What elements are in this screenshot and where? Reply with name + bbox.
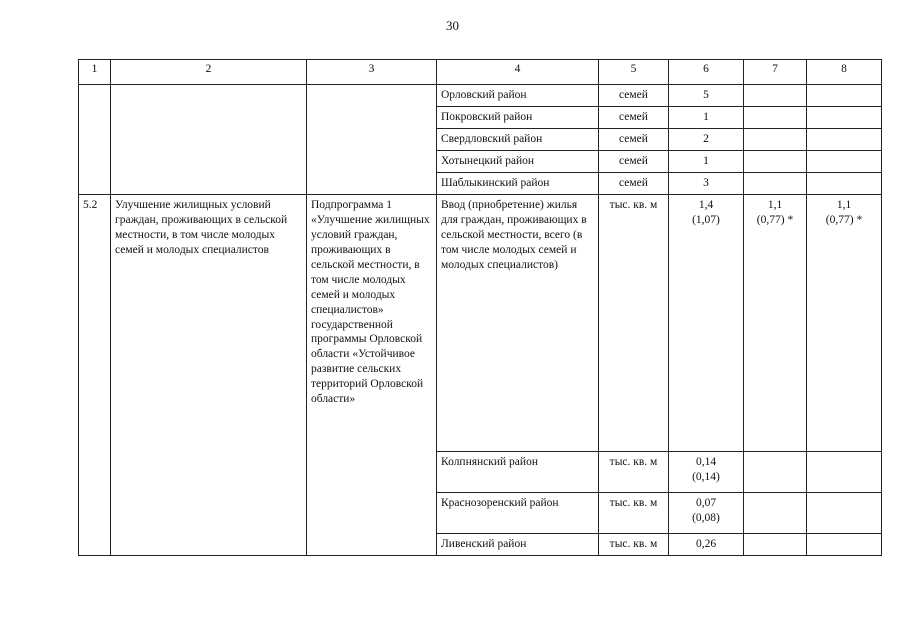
district-name: Краснозоренский район: [437, 493, 599, 534]
value-col8: [807, 173, 882, 195]
page-number: 30: [446, 18, 459, 33]
column-header: 6: [669, 60, 744, 85]
district-name: Шаблыкинский район: [437, 173, 599, 195]
value-col6: 0,14 (0,14): [669, 452, 744, 493]
table-row: [79, 85, 882, 107]
value-col6: 1,4 (1,07): [669, 195, 744, 452]
value-col6: 0,07 (0,08): [669, 493, 744, 534]
value-col7: [744, 107, 807, 129]
value-col7: [744, 85, 807, 107]
district-name: Орловский район: [437, 85, 599, 107]
unit-cell: тыс. кв. м: [599, 452, 669, 493]
value-col7: [744, 173, 807, 195]
unit-cell: тыс. кв. м: [599, 195, 669, 452]
value-col8: [807, 452, 882, 493]
data-table: [78, 59, 882, 556]
column-header: 8: [807, 60, 882, 85]
value-col6: 1: [669, 151, 744, 173]
column-header: 2: [111, 60, 307, 85]
column-header: 7: [744, 60, 807, 85]
empty-cell: [111, 85, 307, 195]
value-col8: [807, 151, 882, 173]
value-col6: 5: [669, 85, 744, 107]
value-col7: [744, 534, 807, 556]
value-col6: 1: [669, 107, 744, 129]
unit-cell: семей: [599, 85, 669, 107]
value-col8: [807, 107, 882, 129]
empty-cell: [307, 85, 437, 195]
column-header: 4: [437, 60, 599, 85]
unit-cell: семей: [599, 129, 669, 151]
value-col7: 1,1 (0,77) *: [744, 195, 807, 452]
value-col6: 3: [669, 173, 744, 195]
measure-cell: Улучшение жилищных условий граждан, проживающих в сельской местности, в том числе молодых семей и молодых специалистов: [111, 195, 307, 556]
table-row: [79, 195, 882, 452]
value-col7: [744, 151, 807, 173]
column-header: 5: [599, 60, 669, 85]
unit-cell: тыс. кв. м: [599, 534, 669, 556]
value-col7: [744, 452, 807, 493]
district-name: Колпнянский район: [437, 452, 599, 493]
value-col8: [807, 129, 882, 151]
value-col7: [744, 129, 807, 151]
column-header: 1: [79, 60, 111, 85]
unit-cell: семей: [599, 173, 669, 195]
value-col6: 2: [669, 129, 744, 151]
value-col8: [807, 85, 882, 107]
unit-cell: семей: [599, 151, 669, 173]
value-col7: [744, 493, 807, 534]
empty-cell: [79, 85, 111, 195]
row-number: 5.2: [79, 195, 111, 556]
table-header-row: [79, 60, 882, 85]
unit-cell: тыс. кв. м: [599, 493, 669, 534]
value-col8: 1,1 (0,77) *: [807, 195, 882, 452]
district-name: Покровский район: [437, 107, 599, 129]
district-name: Ливенский район: [437, 534, 599, 556]
indicator-cell: Ввод (приобретение) жилья для граждан, проживающих в сельской местности, всего (в том числе молодых семей и молодых специалистов): [437, 195, 599, 452]
value-col6: 0,26: [669, 534, 744, 556]
value-col8: [807, 493, 882, 534]
program-cell: Подпрограмма 1 «Улучшение жилищных условий граждан, проживающих в сельской местности, в том числе молодых семей и молодых специалистов» государственной программы Орловской области «Устойчивое развитие сельских территорий Орловской области»: [307, 195, 437, 556]
district-name: Свердловский район: [437, 129, 599, 151]
district-name: Хотынецкий район: [437, 151, 599, 173]
value-col8: [807, 534, 882, 556]
column-header: 3: [307, 60, 437, 85]
unit-cell: семей: [599, 107, 669, 129]
